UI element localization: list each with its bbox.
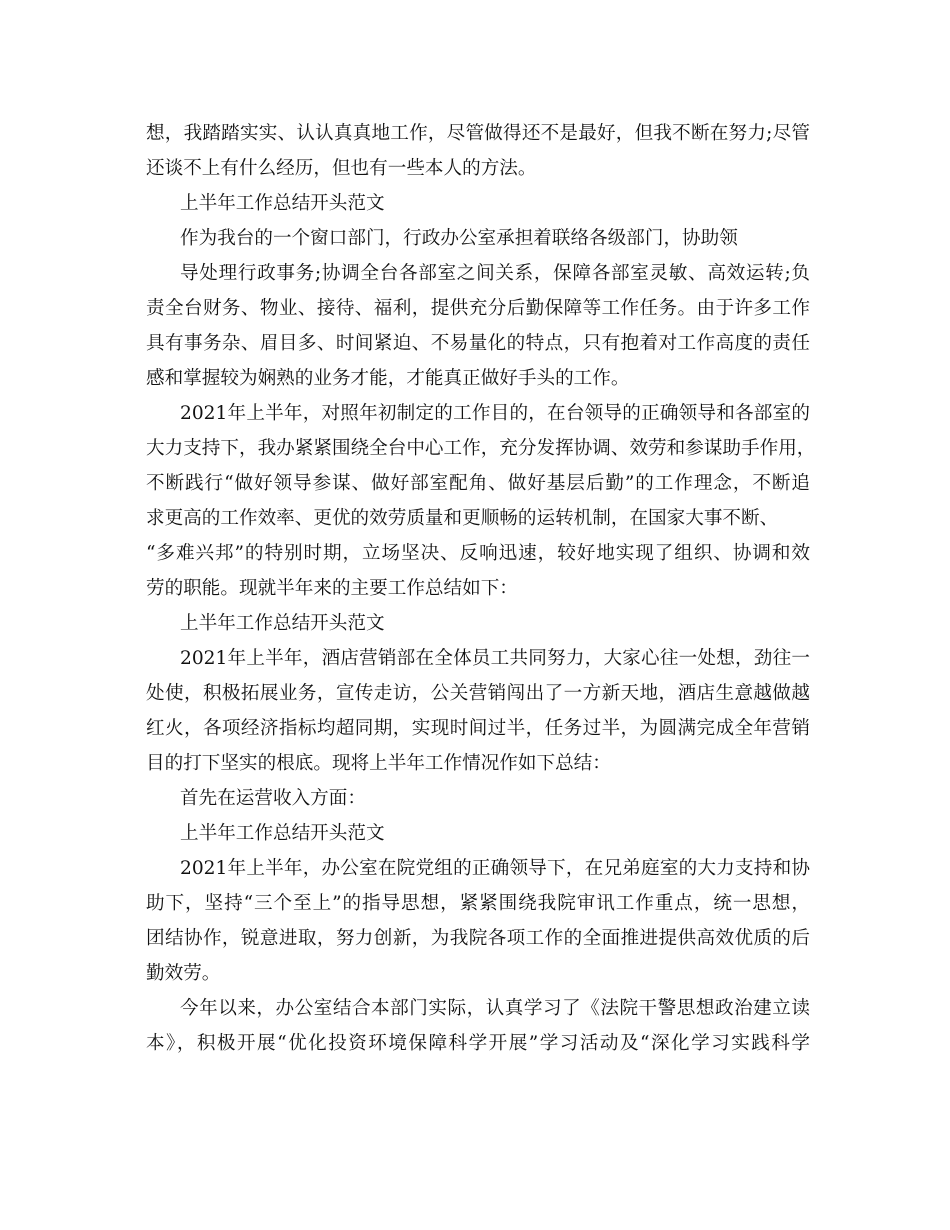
text-line: 2021年上半年，对照年初制定的工作目的，在台领导的正确领导和各部室的 <box>180 403 810 424</box>
text-line: 处使，积极拓展业务，宣传走访，公关营销闯出了一方新天地，酒店生意越做越 <box>146 683 810 704</box>
text-line: 感和掌握较为娴熟的业务才能，才能真正做好手头的工作。 <box>146 368 630 389</box>
text-line: 责全台财务、物业、接待、福利，提供充分后勤保障等工作任务。由于许多工作 <box>146 298 810 319</box>
document-body <box>146 116 816 1061</box>
text-line: 今年以来，办公室结合本部门实际，认真学习了《法院干警思想政治建立读 <box>180 998 810 1019</box>
text-line: 首先在运营收入方面： <box>180 788 366 809</box>
text-line: 求更高的工作效率、更优的效劳质量和更顺畅的运转机制，在国家大事不断、 <box>146 508 779 529</box>
section-heading: 上半年工作总结开头范文 <box>180 613 385 634</box>
text-line: 还谈不上有什么经历，但也有一些本人的方法。 <box>146 158 537 179</box>
text-line: 助下，坚持“三个至上”的指导思想，紧紧围绕我院审讯工作重点，统一思想， <box>146 893 810 914</box>
text-line: “多难兴邦”的特别时期，立场坚决、反响迅速，较好地实现了组织、协调和效 <box>146 543 810 564</box>
text-line: 想，我踏踏实实、认认真真地工作，尽管做得还不是最好，但我不断在努力;尽管 <box>146 123 810 144</box>
text-line: 目的打下坚实的根底。现将上半年工作情况作如下总结： <box>146 753 611 774</box>
text-line: 大力支持下，我办紧紧围绕全台中心工作，充分发挥协调、效劳和参谋助手作用， <box>146 438 816 459</box>
text-line: 不断践行“做好领导参谋、做好部室配角、做好基层后勤”的工作理念，不断追 <box>146 473 810 494</box>
section-heading: 上半年工作总结开头范文 <box>180 193 385 214</box>
text-line: 本》，积极开展“优化投资环境保障科学开展”学习活动及“深化学习实践科学 <box>146 1033 810 1054</box>
text-line: 2021年上半年，办公室在院党组的正确领导下，在兄弟庭室的大力支持和协 <box>180 858 810 879</box>
text-line: 导处理行政事务;协调全台各部室之间关系，保障各部室灵敏、高效运转;负 <box>180 263 810 284</box>
text-line: 红火，各项经济指标均超同期，实现时间过半，任务过半，为圆满完成全年营销 <box>146 718 810 739</box>
text-line: 劳的职能。现就半年来的主要工作总结如下： <box>146 578 518 599</box>
section-heading: 上半年工作总结开头范文 <box>180 823 385 844</box>
text-line: 勤效劳。 <box>146 963 221 984</box>
text-line: 2021年上半年，酒店营销部在全体员工共同努力，大家心往一处想，劲往一 <box>180 648 810 669</box>
text-line: 具有事务杂、眉目多、时间紧迫、不易量化的特点，只有抱着对工作高度的责任 <box>146 333 810 354</box>
text-line: 作为我台的一个窗口部门，行政办公室承担着联络各级部门，协助领 <box>180 228 738 249</box>
text-line: 团结协作，锐意进取，努力创新，为我院各项工作的全面推进提供高效优质的后 <box>146 928 810 949</box>
